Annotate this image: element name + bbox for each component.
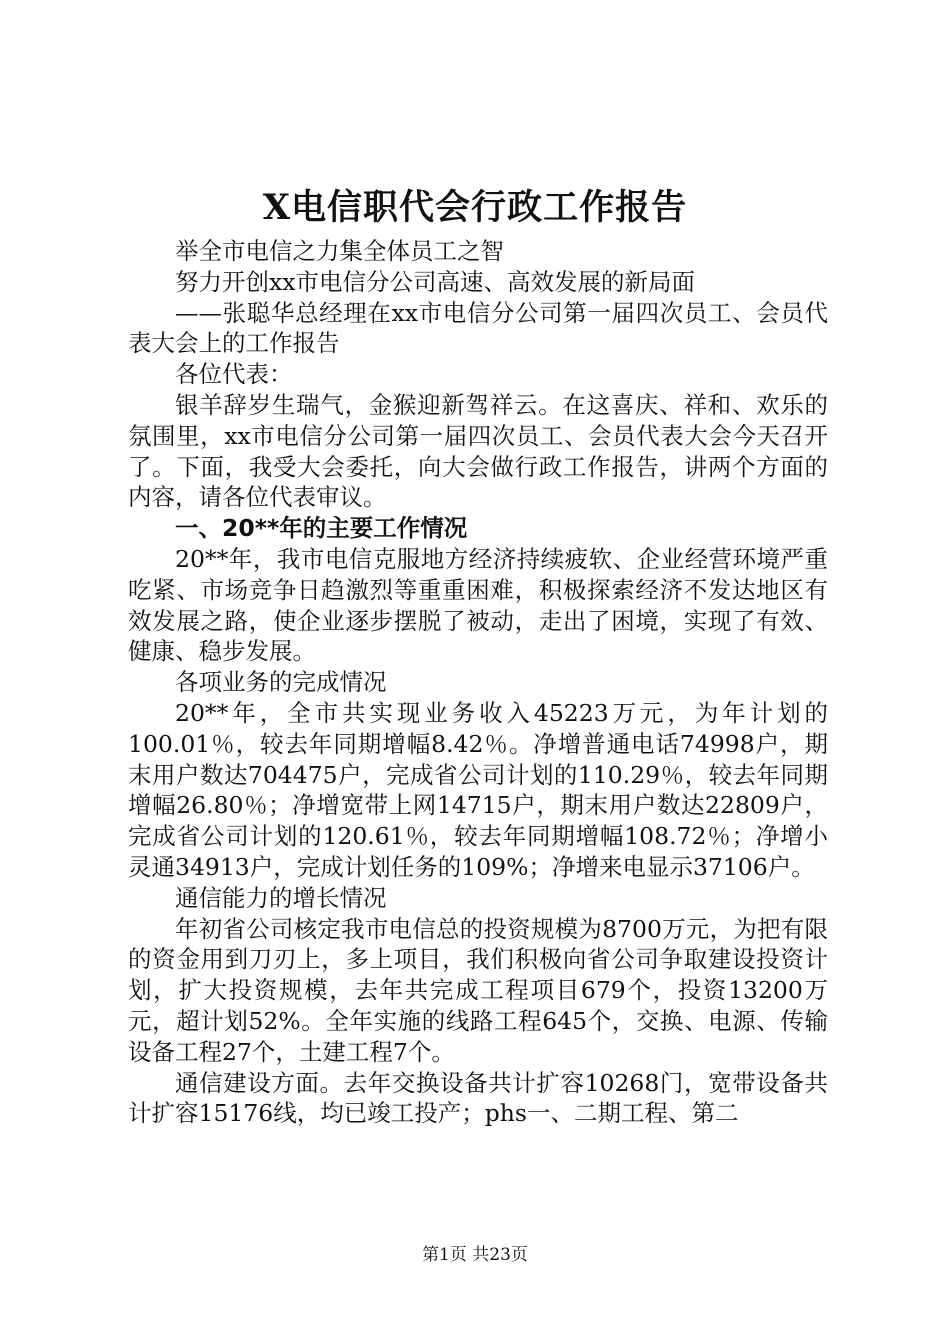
document-body: [128, 236, 828, 1129]
section-heading-1: 一、20**年的主要工作情况: [175, 514, 468, 543]
page-footer: 第1页 共23页: [422, 1245, 528, 1265]
paragraph-business: 20**年，全市共实现业务收入45223万元，为年计划的100.01％，较去年同期增幅8.42％。净增普通电话74998户，期末用户数达704475户，完成省公司计划的110.29％，较去年同期增幅26.80％；净增宽带上网14715户，期末用户数达22809户，完成省公司计划的120.61％，较去年同期增幅108.72％；净增小灵通34913户，完成计划任务的109%；净增来电显示37106户。: [128, 698, 828, 881]
subtitle-line-1: 举全市电信之力集全体员工之智: [175, 237, 504, 265]
paragraph-opening: 银羊辞岁生瑞气，金猴迎新驾祥云。在这喜庆、祥和、欢乐的氛围里，xx市电信分公司第一届四次员工、会员代表大会今天召开了。下面，我受大会委托，向大会做行政工作报告，讲两个方面的内容，请各位代表审议。: [128, 390, 828, 512]
subheading-business: 各项业务的完成情况: [175, 668, 387, 697]
speaker-line: ——张聪华总经理在xx市电信分公司第一届四次员工、会员代表大会上的工作报告: [128, 298, 828, 358]
paragraph-overview: 20**年，我市电信克服地方经济持续疲软、企业经营环境严重吃紧、市场竞争日趋激烈等重重困难，积极探索经济不发达地区有效发展之路，使企业逐步摆脱了被动，走出了困境，实现了有效、健康、稳步发展。: [128, 544, 828, 666]
paragraph-capacity: 年初省公司核定我市电信总的投资规模为8700万元，为把有限的资金用到刀刃上，多上项目，我们积极向省公司争取建设投资计划，扩大投资规模，去年共完成工程项目679个，投资13200万元，超计划52%。全年实施的线路工程645个，交换、电源、传输设备工程27个，土建工程7个。: [128, 914, 828, 1066]
document-title: X电信职代会行政工作报告: [262, 187, 688, 228]
subtitle-line-2: 努力开创xx市电信分公司高速、高效发展的新局面: [175, 267, 696, 296]
salutation: 各位代表：: [175, 360, 293, 389]
paragraph-construction: 通信建设方面。去年交换设备共计扩容10268门，宽带设备共计扩容15176线，均已竣工投产；phs一、二期工程、第二: [128, 1068, 828, 1128]
subheading-capacity: 通信能力的增长情况: [175, 883, 387, 912]
